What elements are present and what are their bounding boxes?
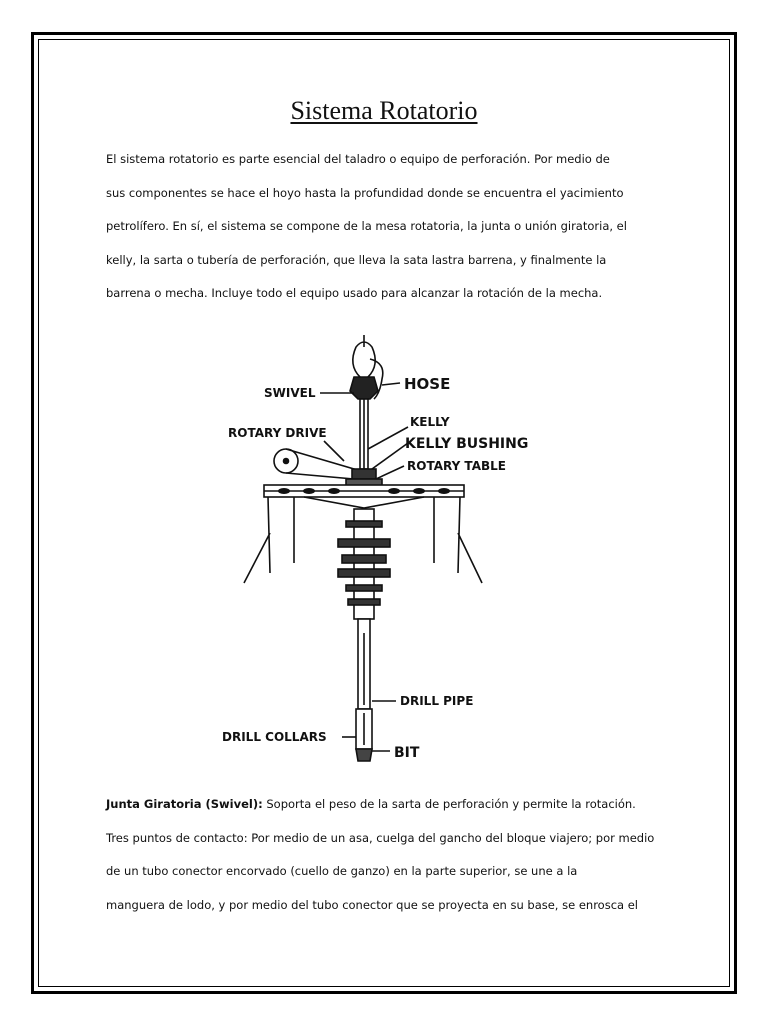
- intro-line: sus componentes se hace el hoyo hasta la profundidad donde se encuentra el yacimiento: [106, 185, 624, 200]
- swivel-body: [350, 377, 378, 399]
- rotary-system-diagram: [214, 333, 529, 773]
- page-title: Sistema Rotatorio: [290, 96, 478, 125]
- swivel-line-rest: Soporta el peso de la sarta de perforación y permite la rotación.: [262, 797, 636, 811]
- intro-line: barrena o mecha. Incluye todo el equipo usado para alcanzar la rotación de la mecha.: [106, 286, 603, 300]
- swivel-line: Tres puntos de contacto: Por medio de un asa, cuelga del gancho del bloque viajero; por medio: [106, 830, 655, 845]
- swivel-heading: Junta Giratoria (Swivel):: [106, 797, 263, 811]
- swivel-section: [106, 788, 666, 922]
- intro-line: El sistema rotatorio es parte esencial del taladro o equipo de perforación. Por medio de: [106, 152, 610, 166]
- drill-bit: [356, 749, 372, 761]
- intro-paragraph: [106, 143, 666, 311]
- kelly-bushing: [352, 469, 376, 479]
- label-bit: BIT: [394, 745, 420, 761]
- label-rotary-table: ROTARY TABLE: [407, 459, 506, 473]
- label-drill-collars: DRILL COLLARS: [222, 730, 327, 744]
- swivel-bail: [353, 335, 375, 377]
- swivel-line: de un tubo conector encorvado (cuello de ganzo) en la parte superior, se une a la: [106, 864, 578, 878]
- label-kelly-bushing: KELLY BUSHING: [405, 436, 529, 452]
- intro-line: petrolífero. En sí, el sistema se compone de la mesa rotatoria, la junta o unión giratoria, el: [106, 219, 627, 233]
- label-swivel: SWIVEL: [264, 386, 316, 400]
- label-hose: HOSE: [404, 375, 451, 393]
- intro-line: kelly, la sarta o tubería de perforación, que lleva la sata lastra barrena, y finalmente la: [106, 252, 607, 267]
- label-rotary-drive: ROTARY DRIVE: [228, 426, 327, 440]
- label-kelly: KELLY: [410, 415, 450, 429]
- label-drill-pipe: DRILL PIPE: [400, 694, 474, 708]
- swivel-line-first: [106, 788, 666, 822]
- swivel-line: manguera de lodo, y por medio del tubo conector que se proyecta en su base, se enrosca el: [106, 897, 639, 912]
